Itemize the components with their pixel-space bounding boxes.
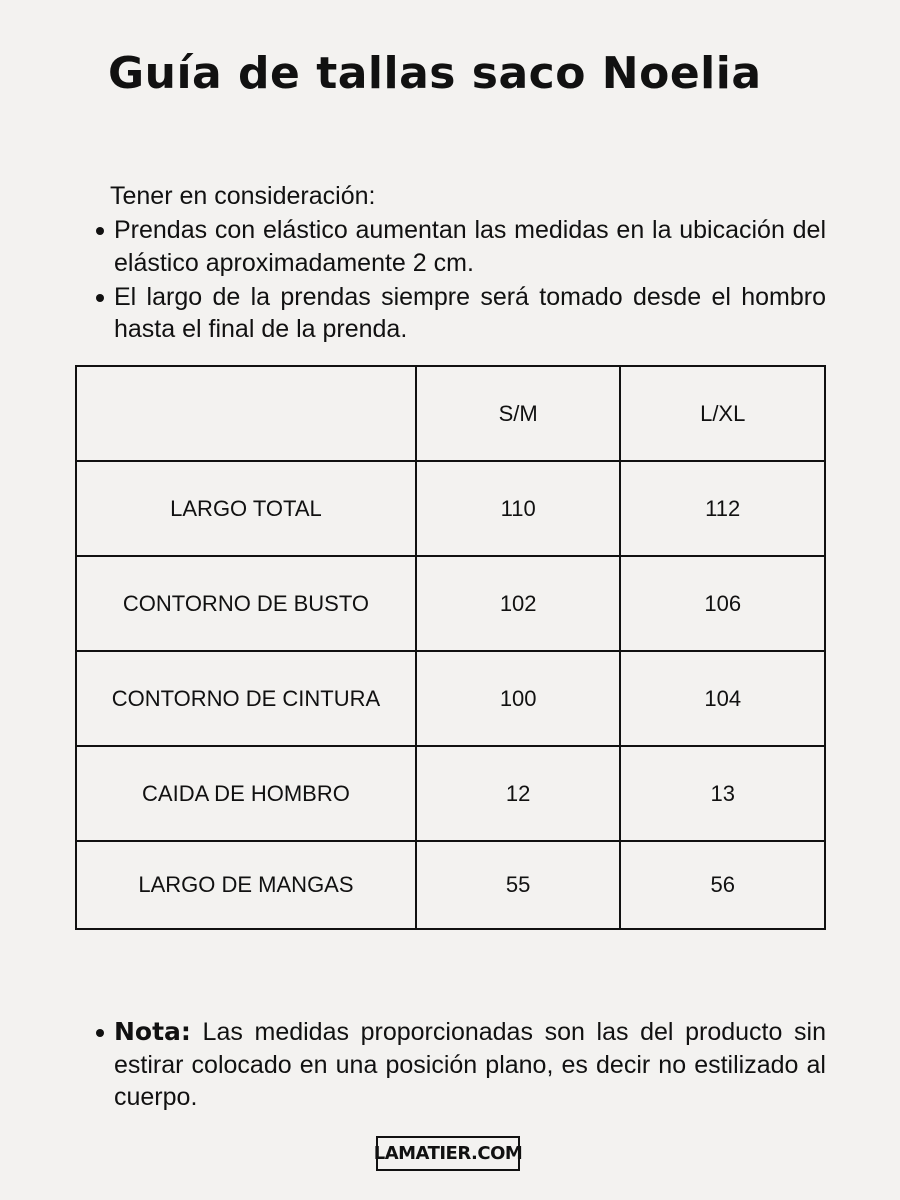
size-table [75, 365, 826, 930]
table-row [76, 556, 825, 651]
row-label: LARGO TOTAL [76, 461, 416, 556]
value-sm: 55 [416, 841, 621, 929]
note-text: Las medidas proporcionadas son las del producto sin estirar colocado en una posición plano, es decir no estilizado al cuerpo. [114, 1018, 826, 1111]
intro-text: Tener en consideración: [110, 182, 376, 210]
value-lxl: 13 [620, 746, 825, 841]
table-header-row [76, 366, 825, 461]
header-cell-empty [76, 366, 416, 461]
brand-badge: LAMATIER.COM [376, 1136, 520, 1171]
value-sm: 110 [416, 461, 621, 556]
consideration-item: Prendas con elástico aumentan las medidas en la ubicación del elástico aproximadamente 2 cm. [90, 214, 826, 279]
header-cell-lxl: L/XL [620, 366, 825, 461]
value-sm: 100 [416, 651, 621, 746]
value-sm: 102 [416, 556, 621, 651]
consideration-item: El largo de la prendas siempre será tomado desde el hombro hasta el final de la prenda. [90, 281, 826, 346]
note-label: Nota: [114, 1017, 191, 1046]
value-lxl: 106 [620, 556, 825, 651]
value-lxl: 104 [620, 651, 825, 746]
row-label: CONTORNO DE BUSTO [76, 556, 416, 651]
table-row [76, 461, 825, 556]
consideration-list [90, 214, 826, 347]
bottom-note-list [90, 1016, 826, 1115]
table-row [76, 651, 825, 746]
row-label: LARGO DE MANGAS [76, 841, 416, 929]
table-row [76, 841, 825, 929]
value-sm: 12 [416, 746, 621, 841]
page-title: Guía de tallas saco Noelia [108, 48, 762, 99]
row-label: CONTORNO DE CINTURA [76, 651, 416, 746]
row-label: CAIDA DE HOMBRO [76, 746, 416, 841]
table-row [76, 746, 825, 841]
header-cell-sm: S/M [416, 366, 621, 461]
value-lxl: 112 [620, 461, 825, 556]
bottom-note [90, 1016, 826, 1114]
value-lxl: 56 [620, 841, 825, 929]
